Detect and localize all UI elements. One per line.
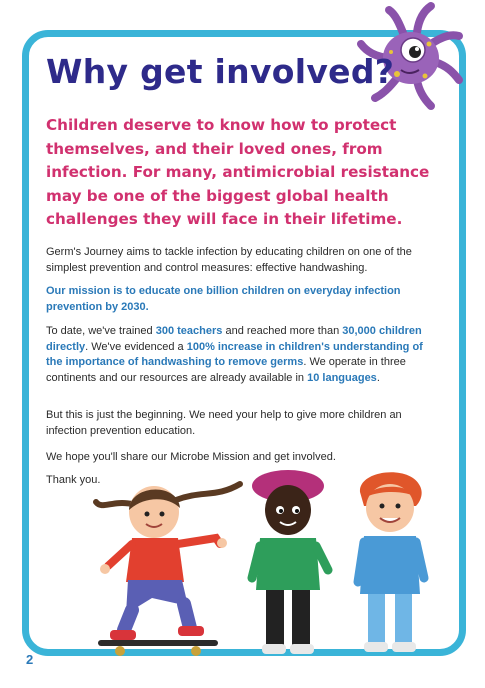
achievements-paragraph — [46, 324, 426, 386]
call-to-action-paragraph: But this is just the beginning. We need your help to give more children an infection prevention education. — [46, 409, 402, 437]
intro-paragraph: Germ's Journey aims to tackle infection by educating children on one of the simplest prevention and control measures: effective handwashing. — [46, 246, 412, 274]
thank-you-text: Thank you. — [46, 474, 101, 486]
languages-highlight: 10 languages — [307, 371, 377, 384]
skateboarding-girl-illustration — [92, 470, 252, 658]
achievements-text-c: . We've evidenced a — [85, 340, 187, 353]
boy-with-beret-illustration — [244, 466, 334, 658]
increase-highlight: 100% increase in children's understanding of the importance of handwashing to remove germs — [46, 340, 423, 368]
page-number: 2 — [26, 652, 34, 667]
achievements-text-d: . We operate in three continents and our resources are already available in — [46, 356, 406, 384]
children-highlight: 30,000 children directly — [46, 325, 422, 353]
share-paragraph: We hope you'll share our Microbe Mission and get involved. — [46, 451, 336, 463]
page-title: Why get involved? — [46, 52, 395, 91]
achievements-text-a: To date, we've trained — [46, 325, 156, 337]
red-haired-boy-illustration — [350, 462, 430, 658]
teachers-highlight: 300 teachers — [155, 325, 223, 337]
achievements-text-b: and reached more than — [222, 325, 343, 337]
achievements-text-e: . — [376, 371, 380, 384]
lead-paragraph: Children deserve to know how to protect themselves, and their loved ones, from infection. For many, antimicrobial resistance may be one of the biggest global health challenges they will face in their lifetime. — [46, 116, 430, 228]
mission-statement: Our mission is to educate one billion children on everyday infection prevention by 2030. — [46, 285, 401, 313]
